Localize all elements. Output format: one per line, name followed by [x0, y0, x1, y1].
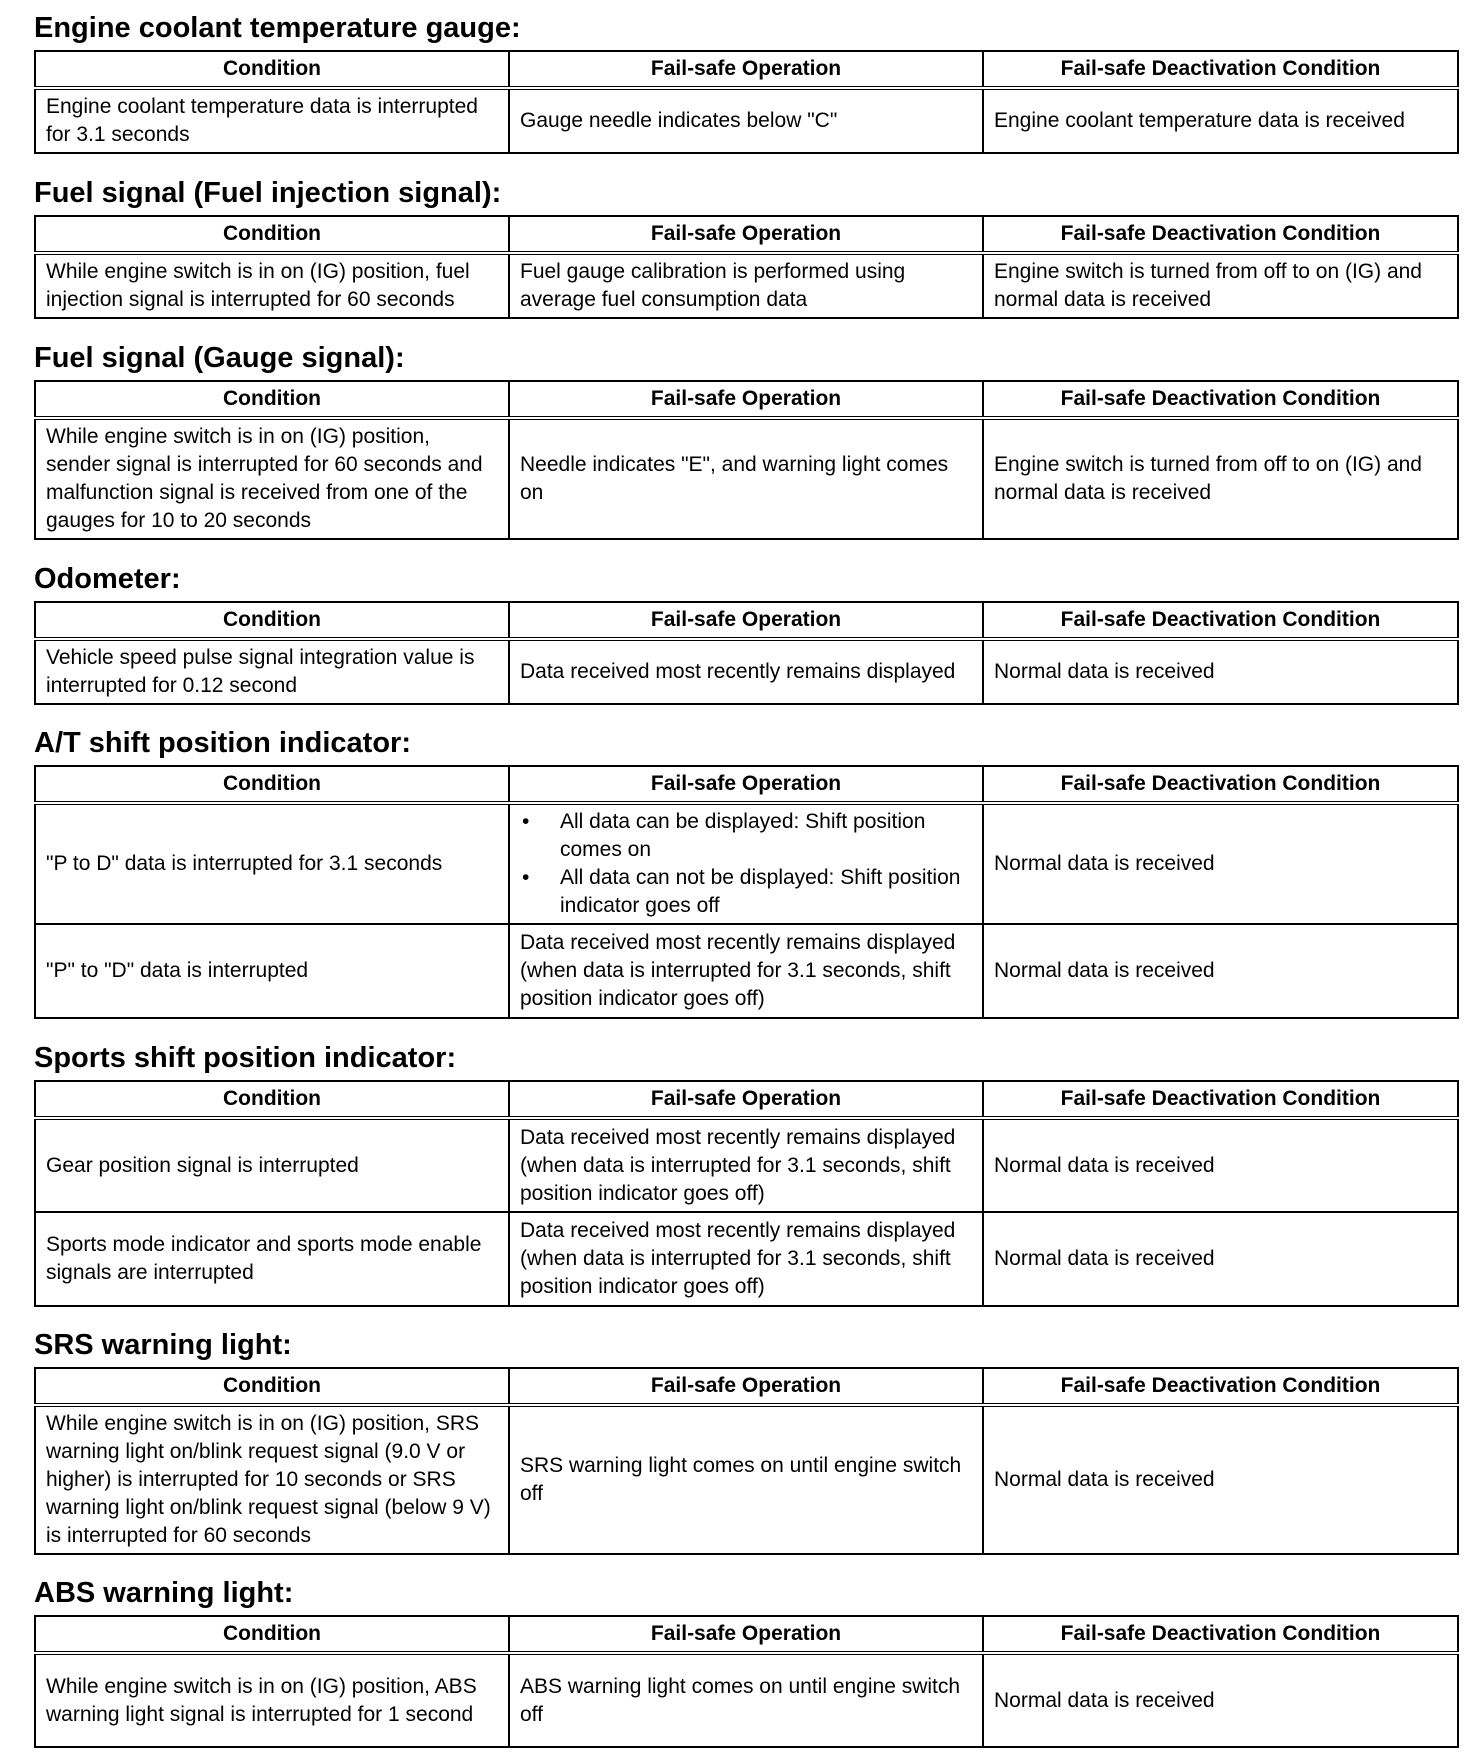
header-fail-safe-operation: Fail-safe Operation — [509, 766, 983, 803]
header-row — [35, 1616, 1458, 1653]
cell-operation: Fuel gauge calibration is performed using average fuel consumption data — [509, 253, 983, 318]
section-title-fuel-injection: Fuel signal (Fuel injection signal): — [34, 177, 502, 209]
table-row — [35, 1405, 1458, 1554]
table-row — [35, 88, 1458, 153]
table-engine-coolant — [34, 50, 1459, 154]
cell-operation: ABS warning light comes on until engine switch off — [509, 1653, 983, 1747]
table-row — [35, 253, 1458, 318]
cell-operation: Data received most recently remains displayed (when data is interrupted for 3.1 seconds, shift position indicator goes off) — [509, 1118, 983, 1212]
header-row — [35, 381, 1458, 418]
header-row — [35, 602, 1458, 639]
bullet-icon: • — [522, 866, 530, 889]
cell-condition: While engine switch is in on (IG) position, SRS warning light on/blink request signal (9.0 V or higher) is interrupted for 10 seconds or SRS warning light on/blink request signal (below 9 V) is interrupted for 60 seconds — [35, 1405, 509, 1554]
section-title-sports-shift: Sports shift position indicator: — [34, 1042, 457, 1074]
section-title-abs-warning: ABS warning light: — [34, 1577, 294, 1609]
cell-operation: SRS warning light comes on until engine switch off — [509, 1405, 983, 1554]
header-row — [35, 1368, 1458, 1405]
cell-condition: Gear position signal is interrupted — [35, 1118, 509, 1212]
header-condition: Condition — [35, 381, 509, 418]
section-title-odometer: Odometer: — [34, 563, 181, 595]
table-abs-warning — [34, 1615, 1459, 1748]
header-deactivation-condition: Fail-safe Deactivation Condition — [983, 1368, 1458, 1405]
header-condition: Condition — [35, 1616, 509, 1653]
list-item — [520, 808, 972, 864]
cell-operation: Gauge needle indicates below "C" — [509, 88, 983, 153]
header-fail-safe-operation: Fail-safe Operation — [509, 1616, 983, 1653]
cell-condition: "P to D" data is interrupted for 3.1 seconds — [35, 803, 509, 924]
header-fail-safe-operation: Fail-safe Operation — [509, 1368, 983, 1405]
cell-deactivation: Engine coolant temperature data is received — [983, 88, 1458, 153]
table-srs-warning — [34, 1367, 1459, 1555]
cell-condition: While engine switch is in on (IG) position, fuel injection signal is interrupted for 60 seconds — [35, 253, 509, 318]
header-condition: Condition — [35, 1081, 509, 1118]
table-gauge-signal — [34, 380, 1459, 540]
list-item-text: All data can be displayed: Shift position comes on — [560, 810, 926, 861]
table-fuel-injection — [34, 215, 1459, 319]
cell-condition: Sports mode indicator and sports mode enable signals are interrupted — [35, 1212, 509, 1306]
header-row — [35, 766, 1458, 803]
section-title-at-shift: A/T shift position indicator: — [34, 727, 411, 759]
header-deactivation-condition: Fail-safe Deactivation Condition — [983, 216, 1458, 253]
header-fail-safe-operation: Fail-safe Operation — [509, 216, 983, 253]
header-deactivation-condition: Fail-safe Deactivation Condition — [983, 602, 1458, 639]
cell-operation: Data received most recently remains displayed (when data is interrupted for 3.1 seconds, shift position indicator goes off) — [509, 924, 983, 1018]
cell-operation: Data received most recently remains displayed — [509, 639, 983, 704]
cell-deactivation: Normal data is received — [983, 639, 1458, 704]
table-row — [35, 924, 1458, 1018]
cell-deactivation: Normal data is received — [983, 1405, 1458, 1554]
header-condition: Condition — [35, 602, 509, 639]
cell-condition: Engine coolant temperature data is interrupted for 3.1 seconds — [35, 88, 509, 153]
cell-operation: Needle indicates "E", and warning light comes on — [509, 418, 983, 539]
header-deactivation-condition: Fail-safe Deactivation Condition — [983, 1081, 1458, 1118]
header-deactivation-condition: Fail-safe Deactivation Condition — [983, 381, 1458, 418]
cell-deactivation: Normal data is received — [983, 1653, 1458, 1747]
table-row — [35, 418, 1458, 539]
cell-condition: "P" to "D" data is interrupted — [35, 924, 509, 1018]
cell-condition: Vehicle speed pulse signal integration value is interrupted for 0.12 second — [35, 639, 509, 704]
table-row — [35, 1212, 1458, 1306]
section-title-srs-warning: SRS warning light: — [34, 1329, 292, 1361]
header-row — [35, 1081, 1458, 1118]
header-deactivation-condition: Fail-safe Deactivation Condition — [983, 1616, 1458, 1653]
table-row — [35, 639, 1458, 704]
cell-deactivation: Normal data is received — [983, 1118, 1458, 1212]
section-title-gauge-signal: Fuel signal (Gauge signal): — [34, 342, 405, 374]
section-title-engine-coolant: Engine coolant temperature gauge: — [34, 12, 521, 44]
table-odometer — [34, 601, 1459, 705]
header-row — [35, 51, 1458, 88]
header-fail-safe-operation: Fail-safe Operation — [509, 602, 983, 639]
table-sports-shift — [34, 1080, 1459, 1307]
cell-deactivation: Engine switch is turned from off to on (IG) and normal data is received — [983, 253, 1458, 318]
bullet-list — [520, 808, 972, 920]
cell-deactivation: Engine switch is turned from off to on (IG) and normal data is received — [983, 418, 1458, 539]
cell-operation — [509, 803, 983, 924]
cell-condition: While engine switch is in on (IG) position, ABS warning light signal is interrupted for 1 second — [35, 1653, 509, 1747]
cell-deactivation: Normal data is received — [983, 924, 1458, 1018]
table-row — [35, 1653, 1458, 1747]
header-fail-safe-operation: Fail-safe Operation — [509, 51, 983, 88]
cell-operation: Data received most recently remains displayed (when data is interrupted for 3.1 seconds, shift position indicator goes off) — [509, 1212, 983, 1306]
table-row — [35, 1118, 1458, 1212]
bullet-icon: • — [522, 810, 530, 833]
header-condition: Condition — [35, 216, 509, 253]
header-condition: Condition — [35, 1368, 509, 1405]
list-item-text: All data can not be displayed: Shift position indicator goes off — [560, 866, 961, 917]
cell-condition: While engine switch is in on (IG) position, sender signal is interrupted for 60 seconds and malfunction signal is received from one of the gauges for 10 to 20 seconds — [35, 418, 509, 539]
table-at-shift — [34, 765, 1459, 1019]
header-deactivation-condition: Fail-safe Deactivation Condition — [983, 766, 1458, 803]
header-condition: Condition — [35, 51, 509, 88]
header-deactivation-condition: Fail-safe Deactivation Condition — [983, 51, 1458, 88]
list-item — [520, 864, 972, 920]
header-row — [35, 216, 1458, 253]
header-fail-safe-operation: Fail-safe Operation — [509, 381, 983, 418]
cell-deactivation: Normal data is received — [983, 1212, 1458, 1306]
table-row — [35, 803, 1458, 924]
header-fail-safe-operation: Fail-safe Operation — [509, 1081, 983, 1118]
cell-deactivation: Normal data is received — [983, 803, 1458, 924]
header-condition: Condition — [35, 766, 509, 803]
